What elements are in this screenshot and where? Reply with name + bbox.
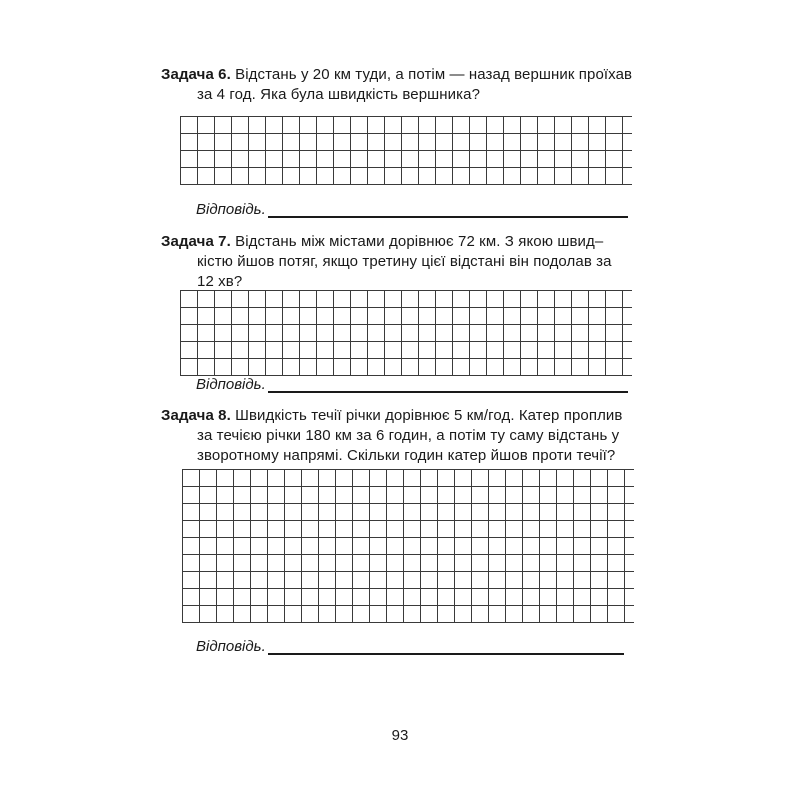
task-8-answer-label: Відповідь. [196,638,266,655]
task-7-answer [196,376,628,393]
task-7-line-1: Відстань між містами дорівнює 72 км. З якою швид– [235,233,604,250]
task-7-line-2: кістю йшов потяг, якщо третину цієї відстані він подолав за [197,253,612,270]
task-7-answer-line[interactable] [268,391,628,393]
task-6-answer [196,201,628,218]
task-7-label: Задача 7. [161,233,231,250]
task-7-grid [180,290,632,376]
task-6-label: Задача 6. [161,66,231,83]
task-7-line-3: 12 хв? [197,273,243,290]
task-8-answer [196,638,624,655]
task-6-grid [180,116,632,185]
task-8-line-1: Швидкість течії річки дорівнює 5 км/год. Катер проплив [235,407,623,424]
task-6-answer-label: Відповідь. [196,201,266,218]
task-8-line-2: за течією річки 180 км за 6 годин, а потім ту саму відстань у [197,427,620,444]
task-8-label: Задача 8. [161,407,231,424]
task-6-answer-line[interactable] [268,216,628,218]
task-8-grid [182,469,634,623]
task-6-text [161,65,631,105]
task-8-text [161,406,631,466]
task-7-text [161,232,631,292]
task-6-line-1: Відстань у 20 км туди, а потім — назад вершник проїхав [235,66,633,83]
task-8-line-3: зворотному напрямі. Скільки годин катер йшов проти течії? [197,447,616,464]
task-8-answer-line[interactable] [268,653,624,655]
task-6-line-2: за 4 год. Яка була швидкість вершника? [197,86,481,103]
page-number: 93 [391,727,409,744]
task-7-answer-label: Відповідь. [196,376,266,393]
